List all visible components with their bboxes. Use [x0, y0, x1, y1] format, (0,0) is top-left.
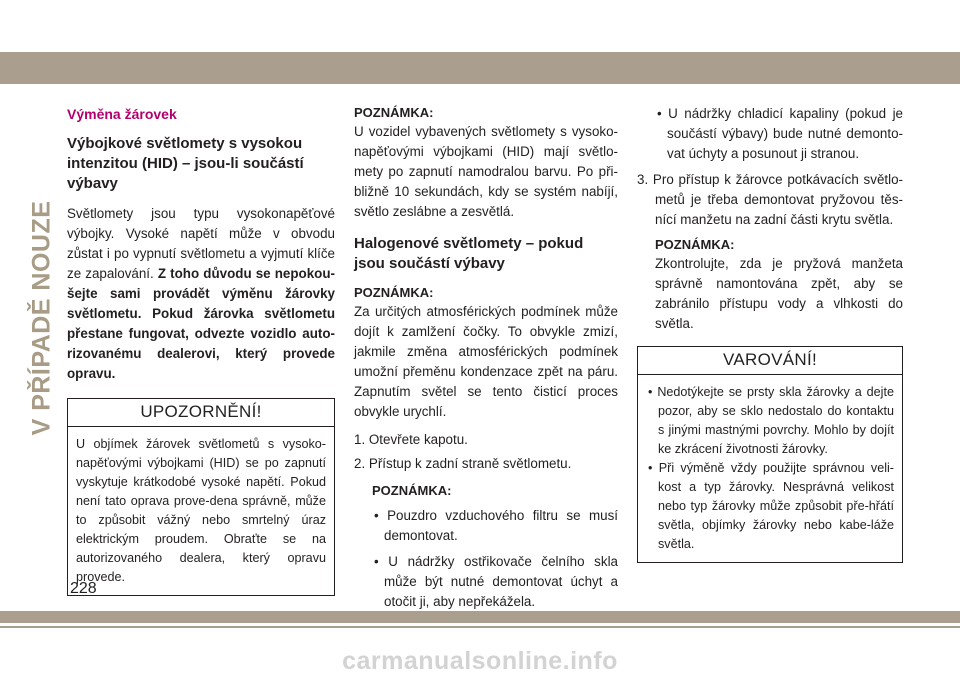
caution-title: UPOZORNĚNÍ!: [68, 399, 334, 427]
column-2: [354, 104, 618, 612]
halogen-heading: Halogenové světlomety – pokud jsou součástí výbavy: [354, 235, 584, 272]
bullet-item: • Pouzdro vzduchového filtru se musí demontovat.: [374, 508, 618, 543]
note-label: POZNÁMKA:: [354, 285, 434, 300]
section-title: Výměna žárovek: [67, 106, 177, 122]
caution-box: [67, 398, 335, 596]
warning-bullet: • Nedotýkejte se prsty skla žárovky a dejte pozor, aby se sklo nedostalo do kontaktu s jinými mastnými povrchy. Mohlo by dojít ke zkrácení životnosti žárovky.: [648, 385, 894, 456]
step-1: 1. Otevřete kapotu.: [354, 432, 468, 447]
warning-title: VAROVÁNÍ!: [638, 347, 902, 375]
warning-box: [637, 346, 903, 563]
footer-line: [0, 626, 960, 628]
hid-paragraph-normal: Světlomety jsou typu vysokonapěťové výbojky. Vysoké napětí může v obvodu zůstat i po vypnutí světlometu a vyjmutí klíče ze zapalování.: [67, 206, 335, 281]
bullet-item: • U nádržky chladicí kapaliny (pokud je součástí výbavy) bude nutné demonto-vat úchyty a posunout ji stranou.: [657, 106, 903, 161]
column-1: [67, 104, 335, 596]
footer-band: [0, 611, 960, 623]
warning-body: [638, 375, 902, 562]
hid-paragraph: [67, 204, 335, 384]
header-band: [0, 52, 960, 84]
bullet-item: • U nádržky ostřikovače čelního skla může být nutné demontovat úchyt a otočit ji, aby nepřekážela.: [374, 554, 618, 609]
column-3: [637, 104, 903, 563]
chapter-side-label: V PŘÍPADĚ NOUZE: [27, 200, 56, 436]
watermark: carmanualsonline.info: [342, 647, 618, 675]
note-label: POZNÁMKA:: [372, 483, 452, 498]
note-text: Zkontrolujte, zda je pryžová manžeta správně namontována zpět, aby se zabránilo přístupu vody a vlhkosti do světla.: [655, 256, 903, 331]
hid-heading: Výbojkové světlomety s vysokou intenzitou (HID) – jsou-li součástí výbavy: [67, 135, 304, 192]
step-3-note: [637, 236, 903, 334]
hid-note-text: U vozidel vybavených světlomety s vysoko-napěťovými výbojkami (HID) mají světlo-mety po zapnutí namodralou barvu. Po při-bližně 10 sekundách, kdy se systém nabíjí, světlo zeslábne a zesvětlá.: [354, 124, 618, 219]
step-2: 2. Přístup k zadní straně světlometu.: [354, 456, 572, 471]
hid-paragraph-bold: Z toho důvodu se nepokou-šejte sami provádět výměnu žárovky světlometu. Pokud žárovka světlometu přestane fungovat, odvezte vozidlo auto-rizovanému dealerovi, který provede opravu.: [67, 266, 335, 381]
step-3: 3. Pro přístup k žárovce potkávacích světlo-metů je třeba demontovat pryžovou těs-nící manžetu na zadní části krytu světla.: [637, 172, 903, 227]
caution-text: U objímek žárovek světlometů s vysoko-napěťovými výbojkami (HID) se po zapnutí vyskytuje krátkodobé vysoké napětí. Pokud není tato oprava prove-dena správně, může to způsobit vážný nebo smrtelný úraz elektrickým proudem. Obraťte se na autorizovaného dealera, který opravu provede.: [76, 437, 326, 584]
step-2-note: [354, 482, 618, 612]
note-label: POZNÁMKA:: [354, 105, 434, 120]
halogen-note-text: Za určitých atmosférických podmínek může dojít k zamlžení čočky. To obvykle zmizí, jakmile změna atmosférických podmínek umožní přeměnu kondenzace zpět na páru. Zapnutím světel se tento čisticí proces obvykle urychlí.: [354, 304, 618, 419]
page-number: 228: [70, 580, 97, 597]
note-label: POZNÁMKA:: [655, 237, 735, 252]
warning-bullet: • Při výměně vždy použijte správnou veli-kost a typ žárovky. Nesprávná velikost nebo typ žárovky může způsobit pře-hřátí světla, objímky žárovky nebo kabe-láže světla.: [648, 461, 894, 551]
